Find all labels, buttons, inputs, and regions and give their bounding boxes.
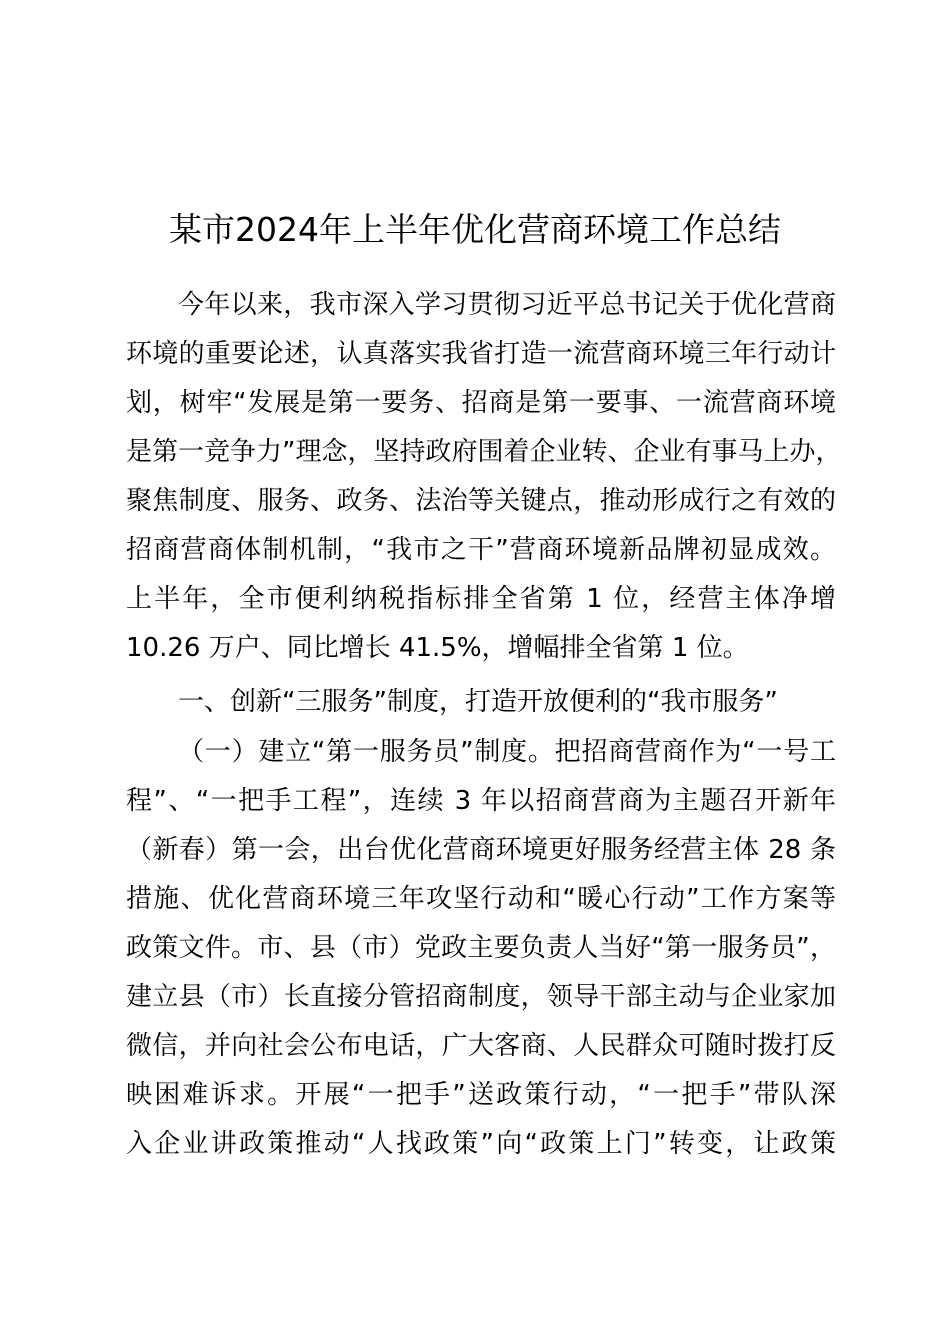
paragraph-line: 映困难诉求。开展“一把手”送政策行动，“一把手”带队深 — [126, 1080, 836, 1110]
paragraph-line: 政策文件。市、县（市）党政主要负责人当好“第一服务员”， — [126, 933, 836, 963]
paragraph-line: 划，树牢“发展是第一要务、招商是第一要事、一流营商环境 — [126, 388, 836, 418]
section-heading: 一、创新“三服务”制度，打造开放便利的“我市服务” — [178, 687, 778, 717]
paragraph-line: 环境的重要论述，认真落实我省打造一流营商环境三年行动计 — [126, 339, 836, 369]
paragraph-line: 今年以来，我市深入学习贯彻习近平总书记关于优化营商 — [178, 290, 836, 320]
paragraph-line: （新春）第一会，出台优化营商环境更好服务经营主体 28 条 — [126, 835, 836, 865]
paragraph-line: 程”、“一把手工程”，连续 3 年以招商营商为主题召开新年 — [126, 786, 836, 816]
paragraph-line: （一）建立“第一服务员”制度。把招商营商作为“一号工 — [178, 737, 836, 767]
paragraph-line: 建立县（市）长直接分管招商制度，领导干部主动与企业家加 — [126, 982, 836, 1012]
paragraph-line: 聚焦制度、服务、政务、法治等关键点，推动形成行之有效的 — [126, 486, 836, 516]
paragraph-line: 10.26 万户、同比增长 41.5%，增幅排全省第 1 位。 — [126, 633, 749, 663]
paragraph-line: 入企业讲政策推动“人找政策”向“政策上门”转变，让政策 — [126, 1129, 836, 1159]
paragraph-line: 招商营商体制机制，“我市之干”营商环境新品牌初显成效。 — [126, 535, 836, 565]
paragraph-line: 微信，并向社会公布电话，广大客商、人民群众可随时拨打反 — [126, 1031, 836, 1061]
paragraph-line: 是第一竞争力”理念，坚持政府围着企业转、企业有事马上办， — [126, 437, 842, 467]
paragraph-line: 措施、优化营商环境三年攻坚行动和“暖心行动”工作方案等 — [126, 884, 836, 914]
document-title: 某市2024年上半年优化营商环境工作总结 — [169, 210, 781, 250]
paragraph-line: 上半年，全市便利纳税指标排全省第 1 位，经营主体净增 — [126, 584, 836, 614]
